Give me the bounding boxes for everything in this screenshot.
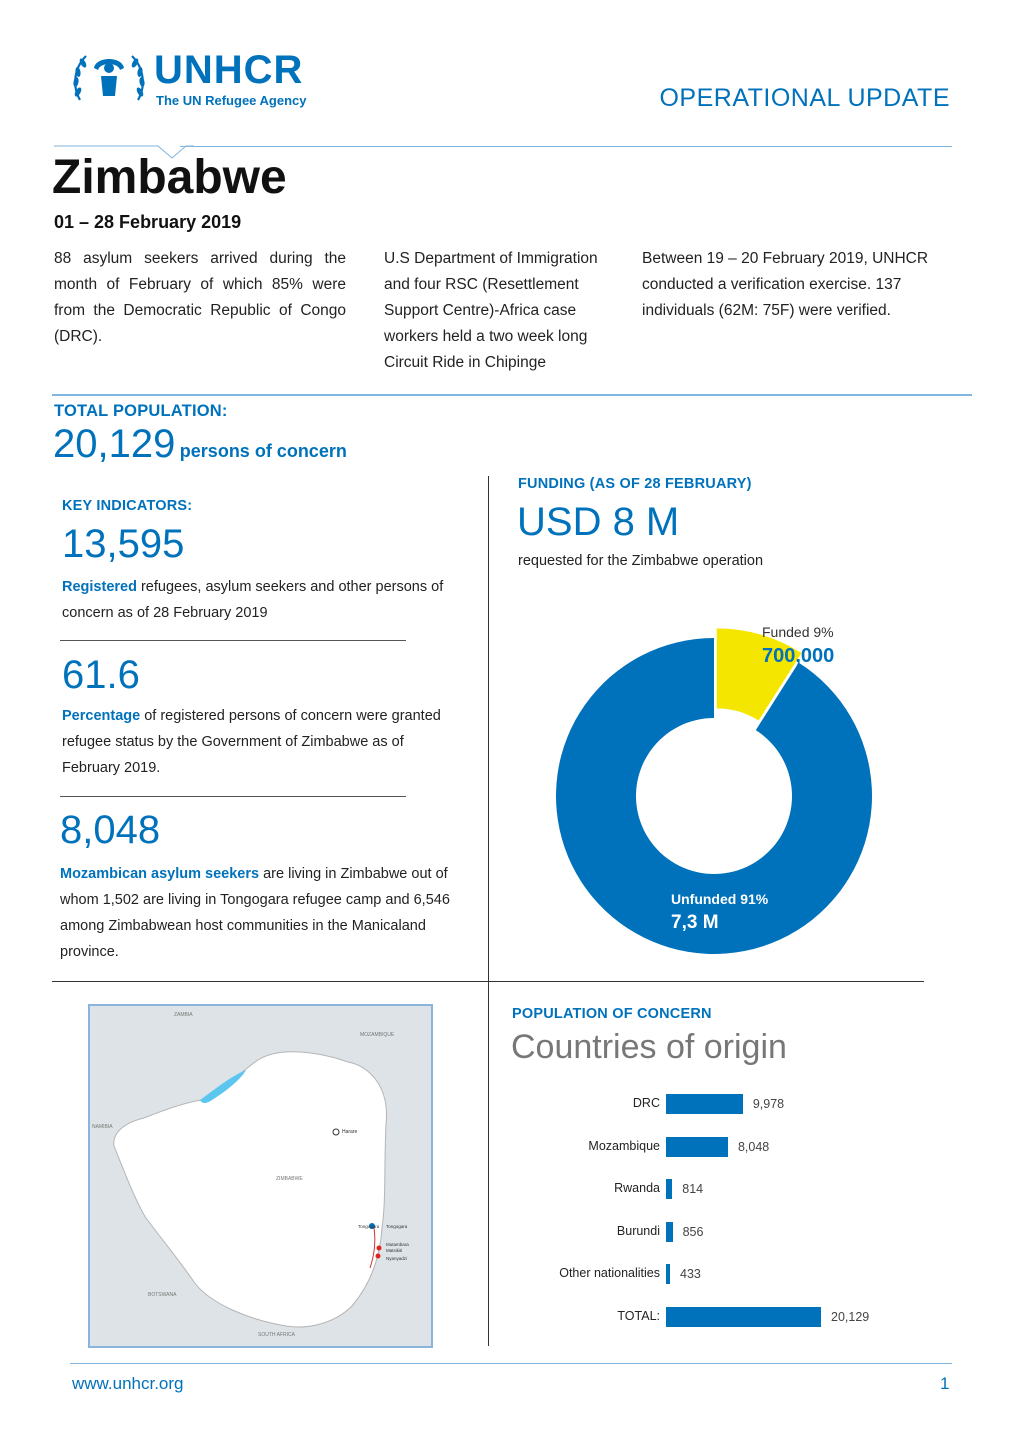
highlight-2: U.S Department of Immigration and four RSC (Resettlement Support Centre)-Africa case workers held a two week long Circuit Ride in Chipinge [384, 250, 598, 371]
page-title: Zimbabwe [52, 151, 287, 204]
indicator-registered-value: 13,595 [62, 522, 185, 566]
bar-other-nationalities [666, 1264, 670, 1284]
total-population-label: TOTAL POPULATION: [54, 402, 228, 420]
indicator-mozambican-text [60, 861, 464, 965]
bar-mozambique [666, 1137, 728, 1157]
indicator-divider-1 [60, 640, 406, 641]
map-label-botswana: BOTSWANA [148, 1292, 177, 1298]
bar-total [666, 1307, 821, 1327]
bar-category-label: Other nationalities [559, 1266, 660, 1280]
mutambara-marker [377, 1246, 382, 1251]
section-divider [52, 981, 924, 982]
bar-burundi [666, 1222, 673, 1242]
unfunded-value: 7,3 M [671, 912, 719, 933]
page-number: 1 [940, 1374, 950, 1393]
funding-amount: USD 8 M [517, 500, 680, 544]
map-label-mutambara: Mutambara [386, 1242, 409, 1247]
highlight-1: 88 asylum seekers arrived during the month of February of which 85% were from the Democratic Republic of Congo (DRC). [54, 250, 346, 345]
period-subtitle: 01 – 28 February 2019 [54, 212, 242, 232]
map-graphic [90, 1006, 431, 1346]
indicator-mozambican-value: 8,048 [60, 808, 161, 852]
key-indicators-label: KEY INDICATORS: [62, 498, 193, 514]
doc-type-label: OPERATIONAL UPDATE [659, 84, 950, 112]
map-label-tongogara-east: Tongogara [386, 1224, 408, 1229]
indicator-mozambican-highlight: Mozambican asylum seekers [60, 866, 260, 882]
bar-category-label: TOTAL: [617, 1308, 660, 1323]
bar-category-label: Burundi [616, 1223, 660, 1238]
map-label-nyanyadzi: Nyanyadzi [386, 1256, 408, 1261]
bar-category-label: Mozambique [588, 1138, 660, 1153]
indicator-percentage-desc: of registered persons of concern were granted refugee status by the Government of Zimbabwe as of February 2019. [62, 708, 441, 776]
matsikiti-marker [376, 1254, 381, 1259]
harare-marker [333, 1129, 339, 1135]
map-label-namibia: NAMIBIA [92, 1124, 113, 1130]
zimbabwe-territory [114, 1052, 387, 1327]
map-label-mozambique: MOZAMBIQUE [360, 1032, 395, 1038]
bar-value-label: 433 [680, 1267, 701, 1281]
map-label-south-africa: SOUTH AFRICA [258, 1332, 295, 1338]
bar-value-label: 856 [682, 1224, 704, 1239]
unfunded-label: Unfunded 91% [671, 891, 769, 907]
bar-category-label: Rwanda [614, 1181, 660, 1195]
funding-donut-chart [550, 616, 890, 966]
map-label-tongogara-west: Tongogara [358, 1224, 380, 1229]
map-label-zimbabwe: ZIMBABWE [276, 1176, 303, 1182]
map-label-matsikiti: Matsikiti [386, 1248, 403, 1253]
laurel-emblem-icon [70, 48, 148, 112]
funding-label: FUNDING (AS OF 28 FEBRUARY) [518, 476, 752, 492]
highlights-divider [52, 394, 972, 396]
footer-divider [70, 1363, 952, 1364]
indicator-divider-2 [60, 796, 406, 797]
indicator-percentage-value: 61.6 [62, 653, 140, 697]
total-population-number: 20,129 [53, 422, 176, 466]
logo-tagline: The UN Refugee Agency [156, 93, 307, 108]
bar-value-label: 814 [682, 1182, 704, 1196]
zimbabwe-map [88, 1004, 433, 1348]
bar-rwanda [666, 1179, 672, 1199]
indicator-percentage-highlight: Percentage [62, 708, 141, 724]
bar-drc [666, 1094, 743, 1114]
footer-url[interactable]: www.unhcr.org [72, 1374, 184, 1393]
indicator-mozambican-desc: are living in Zimbabwe out of whom 1,502 are living in Tongogara refugee camp and 6,546 among Zimbabwean host communities in the Manicaland province. [60, 866, 450, 960]
indicator-percentage-text [62, 703, 462, 781]
indicator-registered-desc: refugees, asylum seekers and other persons of concern as of 28 February 2019 [62, 579, 444, 621]
map-label-zambia: ZAMBIA [174, 1012, 193, 1018]
origin-bar-chart [520, 1094, 980, 1344]
indicator-registered-text [62, 574, 462, 626]
unhcr-logo[interactable] [70, 48, 350, 118]
bar-value-label: 8,048 [737, 1139, 770, 1154]
population-origin-title: Countries of origin [511, 1028, 787, 1066]
total-population-value [53, 422, 347, 467]
total-population-unit: persons of concern [179, 441, 347, 461]
map-label-harare: Harare [342, 1129, 358, 1135]
column-divider [488, 476, 489, 1346]
population-origin-label: POPULATION OF CONCERN [512, 1006, 712, 1022]
indicator-registered-highlight: Registered [62, 579, 137, 595]
bar-category-label: DRC [632, 1096, 660, 1110]
highlight-3: Between 19 – 20 February 2019, UNHCR conducted a verification exercise. 137 individuals (62M: 75F) were verified. [642, 250, 929, 319]
logo-name: UNHCR [154, 48, 304, 92]
funded-value: 700,000 [762, 645, 835, 667]
header-divider [180, 146, 952, 147]
funded-label: Funded 9% [762, 624, 834, 640]
bar-value-label: 20,129 [831, 1309, 870, 1324]
bar-value-label: 9,978 [752, 1097, 785, 1111]
funding-subtitle: requested for the Zimbabwe operation [518, 553, 764, 569]
